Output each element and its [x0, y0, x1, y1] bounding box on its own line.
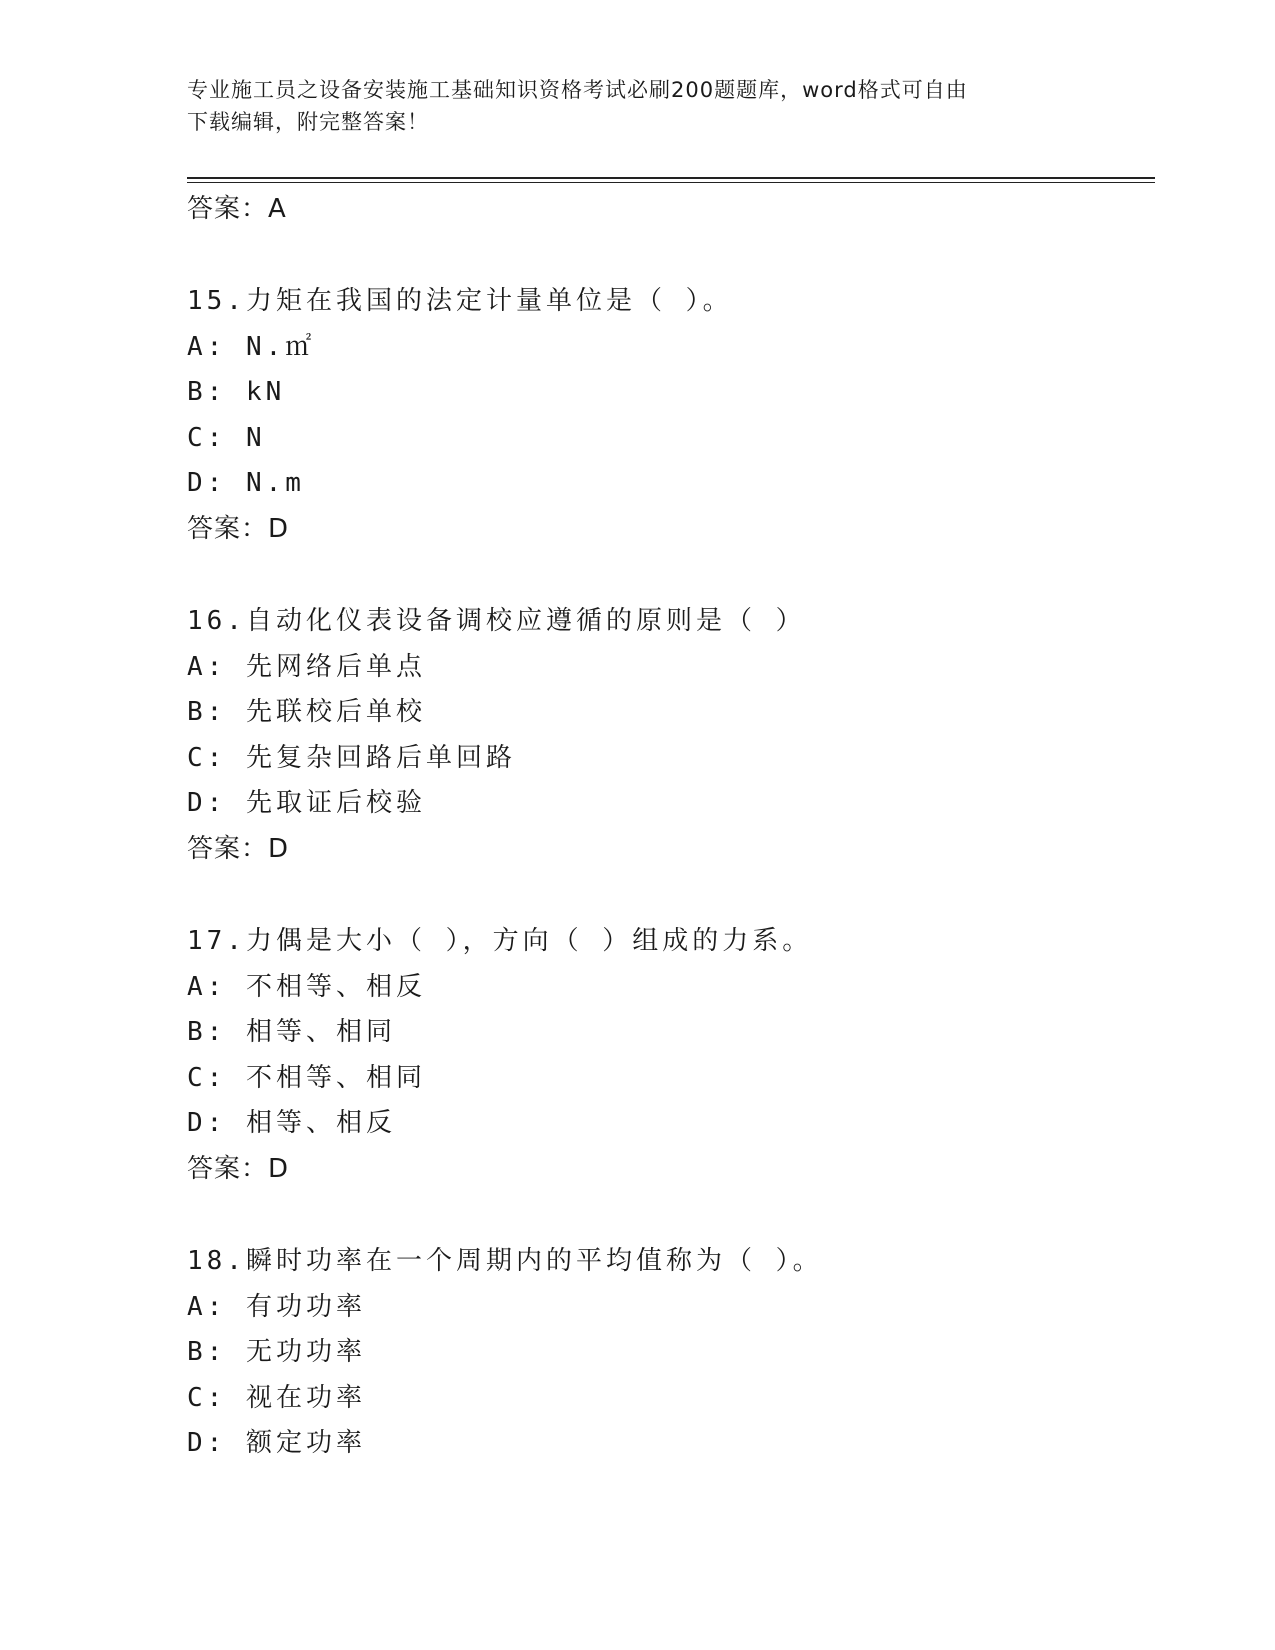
question-stem: 18.瞬时功率在一个周期内的平均值称为（ ）。: [187, 1245, 823, 1276]
answer-line: 答案：A: [187, 194, 287, 224]
header-divider-thick: [187, 177, 1155, 179]
header-line-1: 专业施工员之设备安装施工基础知识资格考试必刷200题题库，word格式可自由: [187, 78, 968, 102]
option-c: C: 视在功率: [187, 1382, 366, 1413]
option-d: D: 相等、相反: [187, 1108, 396, 1139]
option-a: A: 不相等、相反: [187, 971, 426, 1002]
option-a: A: 有功功率: [187, 1291, 366, 1322]
header-divider-thin: [187, 182, 1155, 183]
question-15: [187, 279, 1147, 552]
option-a: A: N.㎡: [187, 331, 316, 362]
option-c: C: 先复杂回路后单回路: [187, 742, 516, 773]
question-18: [187, 1239, 1147, 1467]
header-line-2: 下载编辑，附完整答案！: [187, 110, 429, 134]
document-header: [187, 74, 1067, 138]
option-d: D: N.m: [187, 468, 305, 499]
question-stem: 15.力矩在我国的法定计量单位是（ ）。: [187, 286, 733, 316]
answer-line: 答案：D: [187, 833, 290, 864]
option-d: D: 先取证后校验: [187, 788, 426, 819]
question-stem: 17.力偶是大小（ ），方向（ ）组成的力系。: [187, 925, 813, 956]
answer-line: 答案：D: [187, 1153, 290, 1184]
answer-line: 答案：D: [187, 513, 290, 544]
option-b: B: 相等、相同: [187, 1017, 396, 1048]
question-17: [187, 919, 1147, 1192]
question-16: [187, 599, 1147, 872]
option-b: B: kN: [187, 377, 286, 408]
option-c: C: 不相等、相同: [187, 1062, 426, 1093]
question-stem: 16.自动化仪表设备调校应遵循的原则是（ ）: [187, 605, 806, 636]
option-b: B: 先联校后单校: [187, 697, 426, 728]
question-list: [187, 187, 1147, 1467]
option-a: A: 先网络后单点: [187, 651, 426, 682]
option-b: B: 无功功率: [187, 1337, 366, 1368]
option-d: D: 额定功率: [187, 1428, 366, 1459]
option-c: C: N: [187, 422, 266, 453]
